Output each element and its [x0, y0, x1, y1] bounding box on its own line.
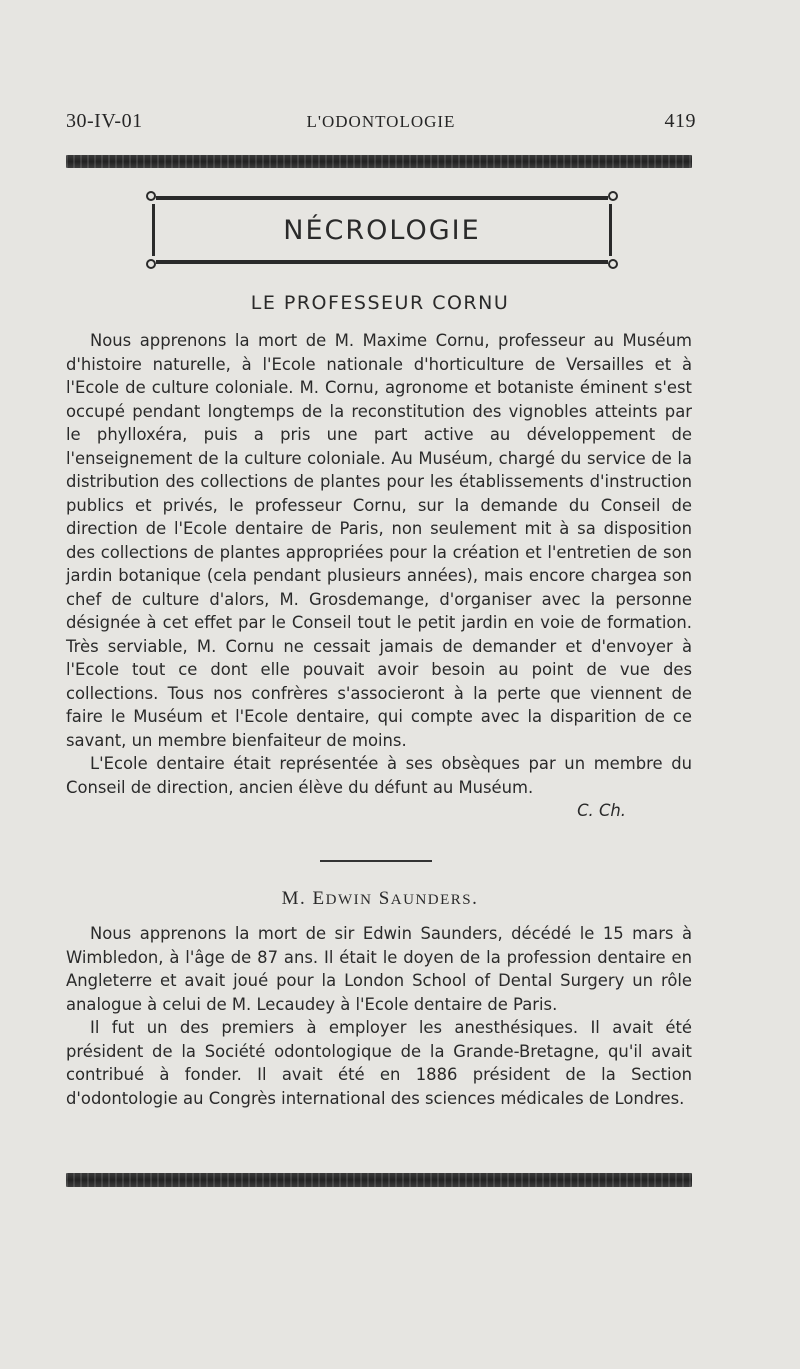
running-header	[66, 110, 696, 136]
decorative-rule-top	[66, 155, 692, 168]
article-body-cornu	[66, 329, 692, 823]
decorative-rule-bottom	[66, 1173, 692, 1187]
journal-title: L'ODONTOLOGIE	[306, 112, 456, 131]
heading-text-smallcaps: DWIN	[325, 892, 373, 908]
frame-corner-ornament	[608, 191, 618, 201]
frame-border-bottom	[156, 260, 608, 264]
heading-text: S	[372, 888, 391, 909]
paragraph: L'Ecole dentaire était représentée à ses obsèques par un membre du Conseil de direction, ancien élève du défunt au Muséum.	[66, 754, 692, 797]
heading-text: .	[472, 888, 479, 909]
frame-corner-ornament	[146, 191, 156, 201]
article-heading-cornu: LE PROFESSEUR CORNU	[250, 292, 510, 314]
paragraph: Nous apprenons la mort de sir Edwin Saunders, décédé le 15 mars à Wimbledon, à l'âge de 87 ans. Il était le doyen de la profession dentaire en Angleterre et avait joué pour la London School of Dental Surgery un rôle analogue à celui de M. Lecaudey à l'Ecole dentaire de Paris.	[66, 924, 692, 1014]
heading-text-smallcaps: AUNDERS	[390, 892, 473, 908]
article-separator	[320, 860, 432, 862]
section-title: NÉCROLOGIE	[283, 215, 481, 246]
frame-border-top	[156, 196, 608, 200]
article-body-saunders	[66, 922, 692, 1110]
paragraph: Il fut un des premiers à employer les anesthésiques. Il avait été président de la Société odontologique de la Grande-Bretagne, qu'il avait contribué à fonder. Il avait été en 1886 président de la Section d'odontologie au Congrès international des sciences médicales de Londres.	[66, 1018, 692, 1108]
section-title-frame	[146, 190, 618, 270]
heading-text: M. E	[281, 888, 326, 909]
frame-corner-ornament	[608, 259, 618, 269]
paragraph: Nous apprenons la mort de M. Maxime Cornu, professeur au Muséum d'histoire naturelle, à l'Ecole nationale d'horticulture de Versailles et à l'Ecole de culture coloniale. M. Cornu, agronome et botaniste éminent s'est occupé pendant longtemps de la reconstitution des vignobles atteints par le phylloxéra, puis a pris une part active au développement de l'enseignement de la culture coloniale. Au Muséum, chargé du service de la distribution des collections de plantes pour les établissements d'instruction publics et privés, le professeur Cornu, sur la demande du Conseil de direction de l'Ecole dentaire de Paris, non seulement mit à sa disposition des collections de plantes appropriées pour la création et l'entretien de son jardin botanique (cela pendant plusieurs années), mais encore chargea son chef de culture d'alors, M. Grosdemange, d'organiser avec la personne désignée à cet effet par le Conseil tout le petit jardin en voie de formation. Très serviable, M. Cornu ne cessait jamais de demander et d'envoyer à l'Ecole tout ce dont elle pouvait avoir besoin au point de vue des collections. Tous nos confrères s'associeront à la perte que viennent de faire le Muséum et l'Ecole dentaire, qui compte avec la disparition de ce savant, un membre bienfaiteur de moins.	[66, 331, 692, 750]
page-number: 419	[664, 110, 696, 132]
article-signature: C. Ch.	[577, 801, 626, 820]
issue-date: 30-IV-01	[66, 110, 143, 132]
frame-corner-ornament	[146, 259, 156, 269]
article-heading-saunders	[0, 888, 760, 910]
